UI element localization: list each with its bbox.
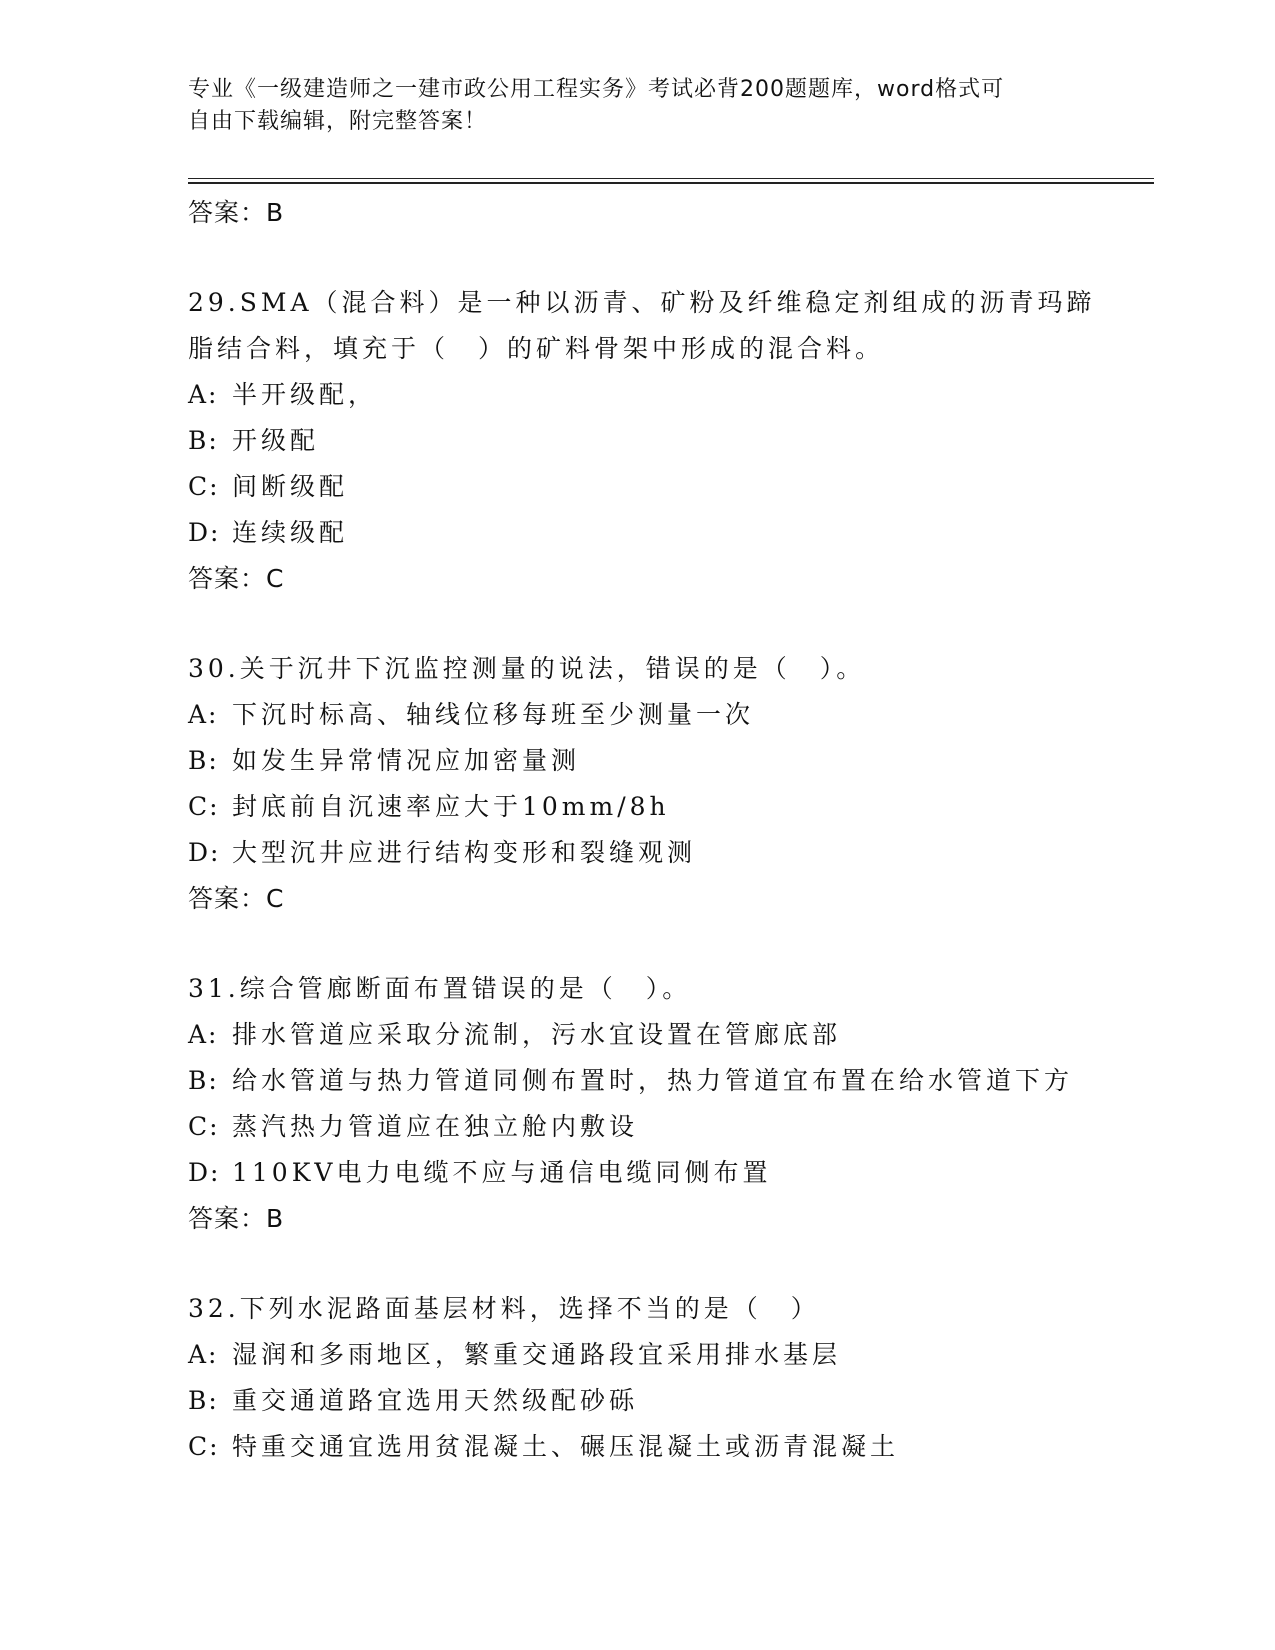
option-b	[188, 418, 1154, 464]
option-a	[188, 692, 1154, 738]
header-divider-thick	[188, 182, 1154, 184]
option-text: 给水管道与热力管道同侧布置时，热力管道宜布置在给水管道下方	[232, 1066, 1074, 1095]
question-block	[188, 280, 1154, 602]
option-label: B:	[188, 746, 219, 775]
option-text: 连续级配	[232, 518, 349, 547]
option-label: A:	[188, 1340, 219, 1369]
option-text: 排水管道应采取分流制，污水宜设置在管廊底部	[232, 1020, 842, 1049]
option-text: 110KV电力电缆不应与通信电缆同侧布置	[232, 1158, 772, 1187]
option-label: D:	[188, 1158, 221, 1187]
option-c	[188, 1424, 1154, 1470]
option-text: 蒸汽热力管道应在独立舱内敷设	[232, 1112, 639, 1141]
option-text: 重交通道路宜选用天然级配砂砾	[232, 1386, 639, 1415]
option-label: D:	[188, 518, 221, 547]
option-text: 半开级配，	[232, 380, 378, 409]
option-label: B:	[188, 1386, 219, 1415]
header-line-2: 自由下载编辑，附完整答案！	[188, 109, 488, 134]
option-c	[188, 784, 1154, 830]
option-text: 如发生异常情况应加密量测	[232, 746, 581, 775]
option-b	[188, 738, 1154, 784]
question-text: 30.关于沉井下沉监控测量的说法，错误的是（ ）。	[188, 654, 866, 683]
question-block	[188, 1286, 1154, 1470]
document-header	[188, 74, 1068, 138]
header-line-1: 专业《一级建造师之一建市政公用工程实务》考试必背200题题库，word格式可	[188, 77, 1005, 102]
option-label: A:	[188, 1020, 219, 1049]
option-text: 湿润和多雨地区，繁重交通路段宜采用排水基层	[232, 1340, 842, 1369]
question-list	[188, 190, 1154, 1470]
option-text: 开级配	[232, 426, 320, 455]
answer-line: 答案：B	[188, 1204, 285, 1233]
option-label: C:	[188, 1432, 220, 1461]
option-text: 特重交通宜选用贫混凝土、碾压混凝土或沥青混凝土	[232, 1432, 900, 1461]
option-b	[188, 1058, 1154, 1104]
option-label: D:	[188, 838, 221, 867]
option-label: C:	[188, 792, 220, 821]
answer-line: 答案：C	[188, 564, 285, 593]
option-b	[188, 1378, 1154, 1424]
option-d	[188, 510, 1154, 556]
option-label: A:	[188, 380, 219, 409]
option-text: 封底前自沉速率应大于10mm/8h	[232, 792, 670, 821]
question-text: 31.综合管廊断面布置错误的是（ ）。	[188, 974, 692, 1003]
option-a	[188, 1332, 1154, 1378]
option-label: B:	[188, 426, 219, 455]
option-c	[188, 464, 1154, 510]
question-text: 脂结合料，填充于（ ）的矿料骨架中形成的混合料。	[188, 334, 885, 363]
answer-line: 答案：B	[188, 198, 285, 227]
option-c	[188, 1104, 1154, 1150]
option-label: A:	[188, 700, 219, 729]
option-d	[188, 830, 1154, 876]
option-text: 下沉时标高、轴线位移每班至少测量一次	[232, 700, 755, 729]
header-divider-thin	[188, 178, 1154, 179]
question-block	[188, 646, 1154, 922]
option-label: B:	[188, 1066, 219, 1095]
option-d	[188, 1150, 1154, 1196]
option-label: C:	[188, 1112, 220, 1141]
option-text: 间断级配	[232, 472, 349, 501]
question-block	[188, 966, 1154, 1242]
question-text: 29.SMA（混合料）是一种以沥青、矿粉及纤维稳定剂组成的沥青玛蹄	[188, 288, 1096, 317]
option-label: C:	[188, 472, 220, 501]
answer-line: 答案：C	[188, 884, 285, 913]
option-text: 大型沉井应进行结构变形和裂缝观测	[232, 838, 697, 867]
option-a	[188, 1012, 1154, 1058]
option-a	[188, 372, 1154, 418]
question-text: 32.下列水泥路面基层材料，选择不当的是（ ）	[188, 1294, 820, 1323]
